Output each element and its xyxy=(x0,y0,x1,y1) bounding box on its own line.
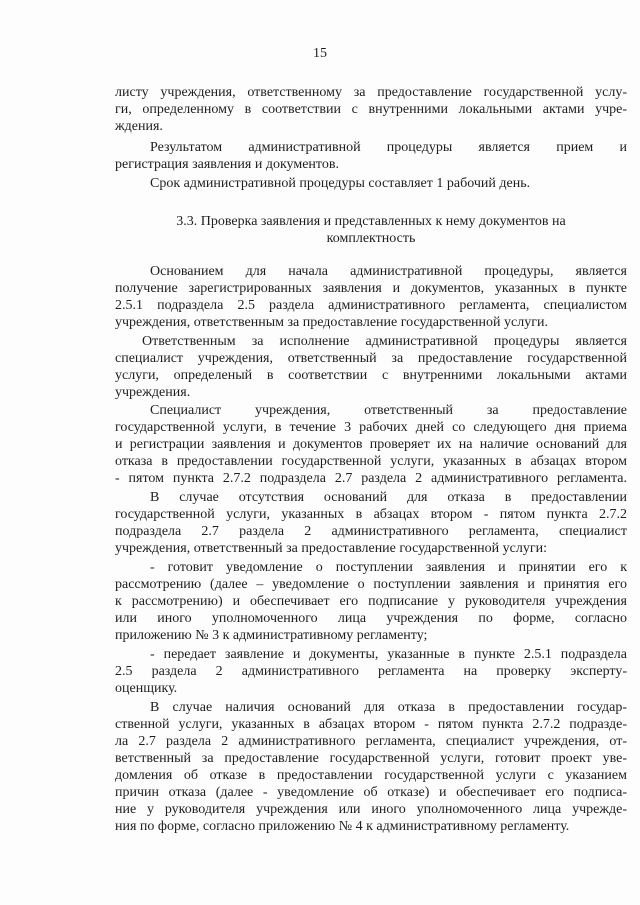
text-line: приложению № 3 к административному регламенту; xyxy=(115,628,428,643)
text-line: ния по форме, согласно приложению № 4 к административному регламенту. xyxy=(115,819,570,834)
text-line: Результатом административной процедуры является прием и xyxy=(150,140,627,155)
text-line: ветственный за предоставление государственной услуги, готовит проект уве- xyxy=(115,751,627,766)
text-line: Основанием для начала административной процедуры, является xyxy=(150,264,627,279)
text-line: ждения. xyxy=(115,119,163,134)
text-line: В случае наличия оснований для отказа в предоставлении государ- xyxy=(150,700,627,715)
text-line: домления об отказе в предоставлении государственной услуги с указанием xyxy=(115,768,627,783)
text-line: причин отказа (далее - уведомление об отказе) и обеспечивает его подписа- xyxy=(115,785,627,800)
text-line: 3.3. Проверка заявления и представленных к нему документов на xyxy=(176,214,566,229)
text-line: регистрация заявления и документов. xyxy=(115,157,339,172)
text-line: оценщику. xyxy=(115,681,178,696)
text-line: государственной услуги, указанных в абзацах втором - пятом пункта 2.7.2 xyxy=(115,507,627,522)
text-line: ственной услуги, указанных в абзацах втором - пятом пункта 2.7.2 подразде- xyxy=(115,717,627,732)
text-line: Срок административной процедуры составляет 1 рабочий день. xyxy=(150,176,531,191)
text-line: услуги, определеный в соответствии с внутренними локальными актами xyxy=(115,368,627,383)
text-line: к рассмотрению) и обеспечивает его подписание у руководителя учреждения xyxy=(115,594,627,609)
text-line: специалист учреждения, ответственный за предоставление государственной xyxy=(115,351,627,366)
text-line: 2.5 раздела 2 административного регламента на проверку эксперту- xyxy=(115,664,627,679)
text-line: комплектность xyxy=(326,231,416,246)
text-line: ла 2.7 раздела 2 административного регламента, специалист учреждения, от- xyxy=(115,734,627,749)
text-line: рассмотрению (далее – уведомление о поступлении заявления и принятия его xyxy=(115,577,627,592)
text-line: учреждения, ответственный за предоставление государственной услуги: xyxy=(115,541,547,556)
text-line: - передает заявление и документы, указанные в пункте 2.5.1 подраздела xyxy=(150,647,627,662)
text-line: подраздела 2.7 раздела 2 административного регламента, специалист xyxy=(115,524,627,539)
text-line: - готовит уведомление о поступлении заявления и принятии его к xyxy=(150,560,627,575)
text-line: Ответственным за исполнение административной процедуры является xyxy=(142,334,627,349)
text-line: учреждения, ответственным за предоставление государственной услуги. xyxy=(115,315,548,330)
text-line: и регистрации заявления и документов проверяет их на наличие оснований для xyxy=(115,437,627,452)
text-line: государственной услуги, в течение 3 рабочих дней со следующего дня приема xyxy=(115,420,627,435)
text-line: ги, определенному в соответствии с внутренними локальными актами учре- xyxy=(115,102,627,117)
text-line: листу учреждения, ответственному за предоставление государственной услу- xyxy=(115,85,627,100)
text-line: получение зарегистрированных заявления и документов, указанных в пункте xyxy=(115,281,627,296)
text-line: или иного уполномоченного лица учреждения по форме, согласно xyxy=(115,611,627,626)
text-line: учреждения. xyxy=(115,385,191,400)
text-line: В случае отсутствия оснований для отказа в предоставлении xyxy=(150,490,627,505)
text-line: - пятом пункта 2.7.2 подраздела 2.7 раздела 2 административного регламента. xyxy=(115,471,627,486)
text-line: ние у руководителя учреждения или иного уполномоченного лица учрежде- xyxy=(115,802,627,817)
text-line: 2.5.1 подраздела 2.5 раздела административного регламента, специалистом xyxy=(115,298,627,313)
page-number: 15 xyxy=(313,46,327,61)
text-line: Специалист учреждения, ответственный за предоставление xyxy=(150,403,627,418)
text-line: отказа в предоставлении государственной услуги, указанных в абзацах втором xyxy=(115,454,627,469)
